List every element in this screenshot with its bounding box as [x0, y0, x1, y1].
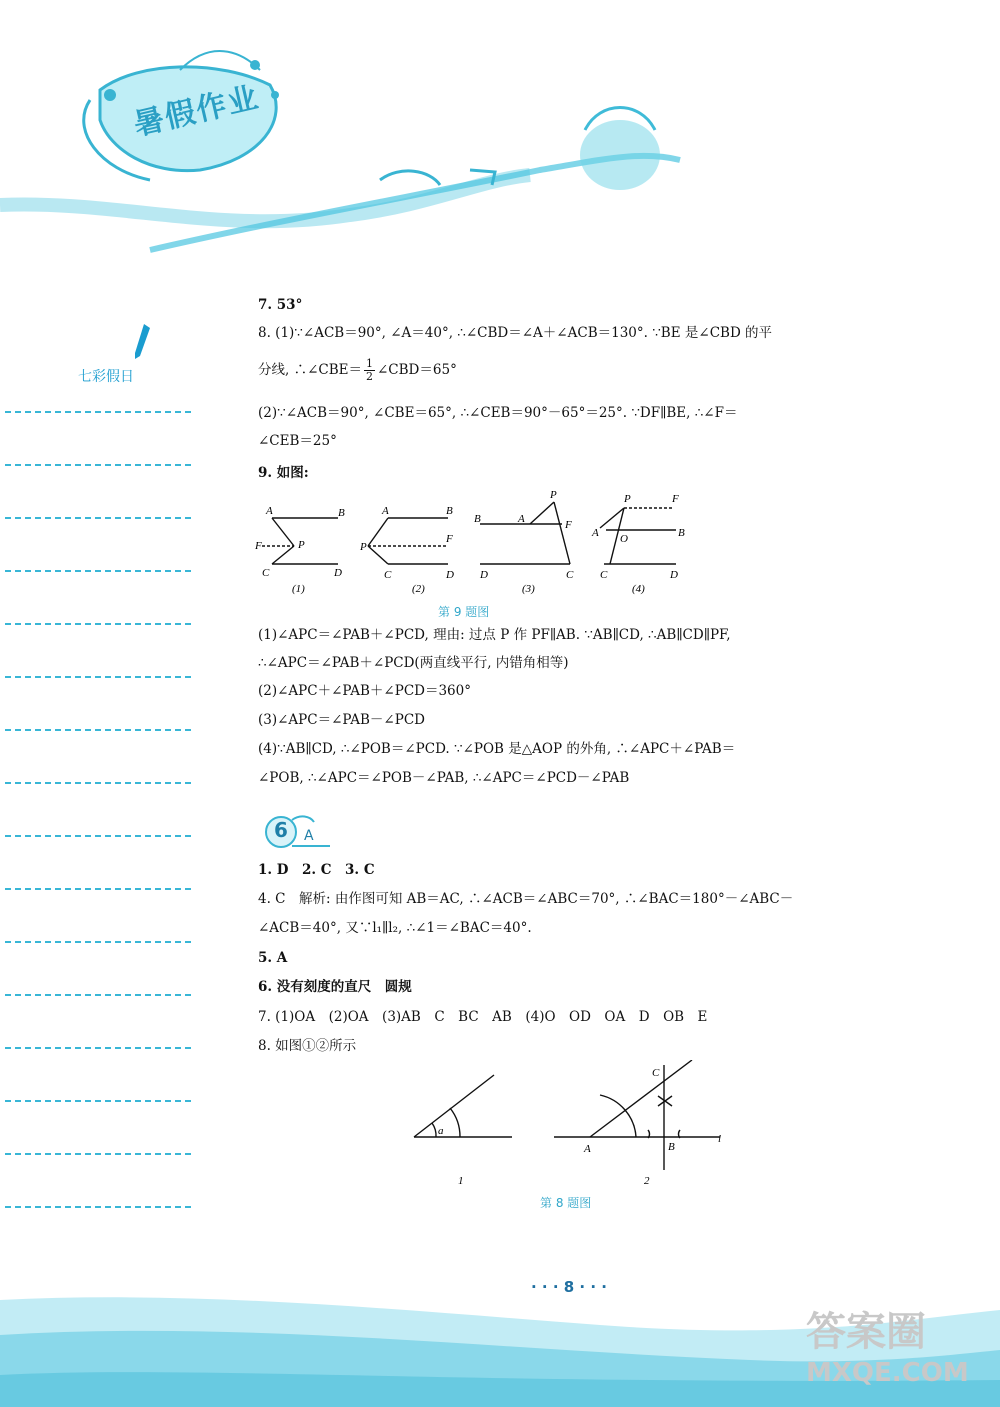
fig9-4-label-a: A: [592, 527, 599, 539]
fraction-denominator: 2: [366, 370, 373, 383]
fig9-sub-1: (1): [292, 583, 305, 595]
answer-s6-q7: 7. (1)OA (2)OA (3)AB C BC AB (4)O OD OA D OB E: [258, 1009, 708, 1025]
fig8-label-a: A: [584, 1143, 591, 1155]
fig9-2-label-d: D: [446, 569, 454, 581]
fig8-label-l: l: [718, 1133, 722, 1145]
fig8-label-c: C: [652, 1067, 660, 1079]
note-line: [5, 1206, 191, 1208]
note-line: [5, 623, 191, 625]
note-line: [5, 1100, 191, 1102]
section-6a-heading: [264, 812, 334, 856]
figure-9: [250, 486, 710, 596]
note-line: [5, 517, 191, 519]
answer-q8-line1: 8. (1)∵∠ACB＝90°, ∠A＝40°, ∴∠CBD＝∠A＋∠ACB＝130°. ∵BE 是∠CBD 的平: [258, 325, 773, 341]
answer-s6-q4-line2: ∠ACB＝40°, 又∵l₁∥l₂, ∴∠1＝∠BAC＝40°.: [258, 920, 532, 936]
fig9-4-label-f: F: [672, 493, 679, 505]
figure-9-caption: 第 9 题图: [438, 605, 490, 619]
fig9-4-label-b: B: [678, 527, 685, 539]
fig9-1-label-a: A: [266, 505, 273, 517]
fig9-1-label-p: P: [298, 539, 305, 551]
answer-q8-line4: ∠CEB＝25°: [258, 433, 337, 449]
answer-q9-line4: (3)∠APC＝∠PAB－∠PCD: [258, 712, 425, 728]
fraction-numerator: 1: [366, 357, 373, 370]
fig9-3-label-d: D: [480, 569, 488, 581]
sidebar-label: 七彩假日: [78, 369, 134, 385]
fig9-1-label-f: F: [255, 540, 262, 552]
fig9-4-label-d: D: [670, 569, 678, 581]
section-number: 6: [274, 818, 288, 842]
figure-8-part-2: [554, 1060, 720, 1170]
watermark-url: MXQE.COM: [806, 1358, 969, 1388]
answer-s6-q1-3: 1. D 2. C 3. C: [258, 862, 375, 878]
note-line: [5, 676, 191, 678]
answer-q8-line2-pre: 分线, ∴∠CBE＝: [258, 362, 362, 378]
answer-q9-line2: ∴∠APC＝∠PAB＋∠PCD(两直线平行, 内错角相等): [258, 655, 569, 671]
answer-s6-q5: 5. A: [258, 950, 288, 966]
answer-s6-q4-line1: 4. C 解析: 由作图可知 AB＝AC, ∴∠ACB＝∠ABC＝70°, ∴∠BAC＝180°－∠ABC－: [258, 891, 794, 907]
fraction: [364, 358, 375, 383]
answer-q9-heading: 9. 如图:: [258, 465, 309, 481]
fig8-label-b: B: [668, 1141, 675, 1153]
fig8-sub-1: 1: [458, 1175, 464, 1187]
note-line: [5, 570, 191, 572]
header-title: 暑假作业: [130, 79, 264, 143]
fig9-2-label-p: P: [360, 541, 367, 553]
pen-icon: [132, 322, 152, 362]
figure-9-part-3: [480, 502, 570, 564]
note-line: [5, 888, 191, 890]
answer-s6-q8: 8. 如图①②所示: [258, 1038, 357, 1054]
fig9-sub-3: (3): [522, 583, 535, 595]
answer-q7: 7. 53°: [258, 297, 303, 313]
fig9-4-label-o: O: [620, 533, 628, 545]
answer-q8-line2-post: ∠CBD＝65°: [377, 362, 457, 378]
figure-8-caption: 第 8 题图: [540, 1196, 592, 1210]
figure-8-part-1: [414, 1075, 512, 1137]
note-line: [5, 1047, 191, 1049]
fig9-1-label-b: B: [338, 507, 345, 519]
fig9-3-label-a: A: [518, 513, 525, 525]
note-line: [5, 729, 191, 731]
fig9-2-label-a: A: [382, 505, 389, 517]
answer-q9-line5: (4)∵AB∥CD, ∴∠POB＝∠PCD. ∵∠POB 是△AOP 的外角, ∴∠APC＋∠PAB＝: [258, 741, 736, 757]
fig9-1-label-d: D: [334, 567, 342, 579]
fig9-1-label-c: C: [262, 567, 270, 579]
note-line: [5, 941, 191, 943]
answer-q8-line2: [258, 358, 457, 383]
page-number: · · · 8 · · ·: [531, 1278, 607, 1296]
note-line: [5, 411, 191, 413]
fig9-3-label-p: P: [550, 489, 557, 501]
note-line: [5, 835, 191, 837]
fig9-2-label-c: C: [384, 569, 392, 581]
answer-q9-line3: (2)∠APC＋∠PAB＋∠PCD＝360°: [258, 683, 471, 699]
fig9-4-label-p: P: [624, 493, 631, 505]
fig9-3-label-f: F: [565, 519, 572, 531]
figure-9-part-2: [368, 518, 448, 564]
fig8-sub-2: 2: [644, 1175, 650, 1187]
fig9-3-label-b: B: [474, 513, 481, 525]
watermark-logo-text: 答案圈: [806, 1309, 926, 1355]
watermark: [806, 1310, 969, 1388]
fig9-sub-2: (2): [412, 583, 425, 595]
fig9-2-label-f: F: [446, 533, 453, 545]
note-line: [5, 994, 191, 996]
section-letter: A: [304, 828, 314, 844]
note-line: [5, 1153, 191, 1155]
fig9-3-label-c: C: [566, 569, 574, 581]
fig9-2-label-b: B: [446, 505, 453, 517]
answer-q8-line3: (2)∵∠ACB＝90°, ∠CBE＝65°, ∴∠CEB＝90°－65°＝25°. ∵DF∥BE, ∴∠F＝: [258, 405, 738, 421]
fig8-angle-label: a: [438, 1125, 444, 1137]
figure-9-part-4: [600, 508, 676, 564]
answer-q9-line1: (1)∠APC＝∠PAB＋∠PCD, 理由: 过点 P 作 PF∥AB. ∵AB∥CD, ∴AB∥CD∥PF,: [258, 627, 731, 643]
figure-8: [400, 1060, 740, 1190]
answer-s6-q6: 6. 没有刻度的直尺 圆规: [258, 979, 412, 995]
note-line: [5, 464, 191, 466]
fig9-sub-4: (4): [632, 583, 645, 595]
note-line: [5, 782, 191, 784]
answer-q9-line6: ∠POB, ∴∠APC＝∠POB－∠PAB, ∴∠APC＝∠PCD－∠PAB: [258, 770, 630, 786]
fig9-4-label-c: C: [600, 569, 608, 581]
